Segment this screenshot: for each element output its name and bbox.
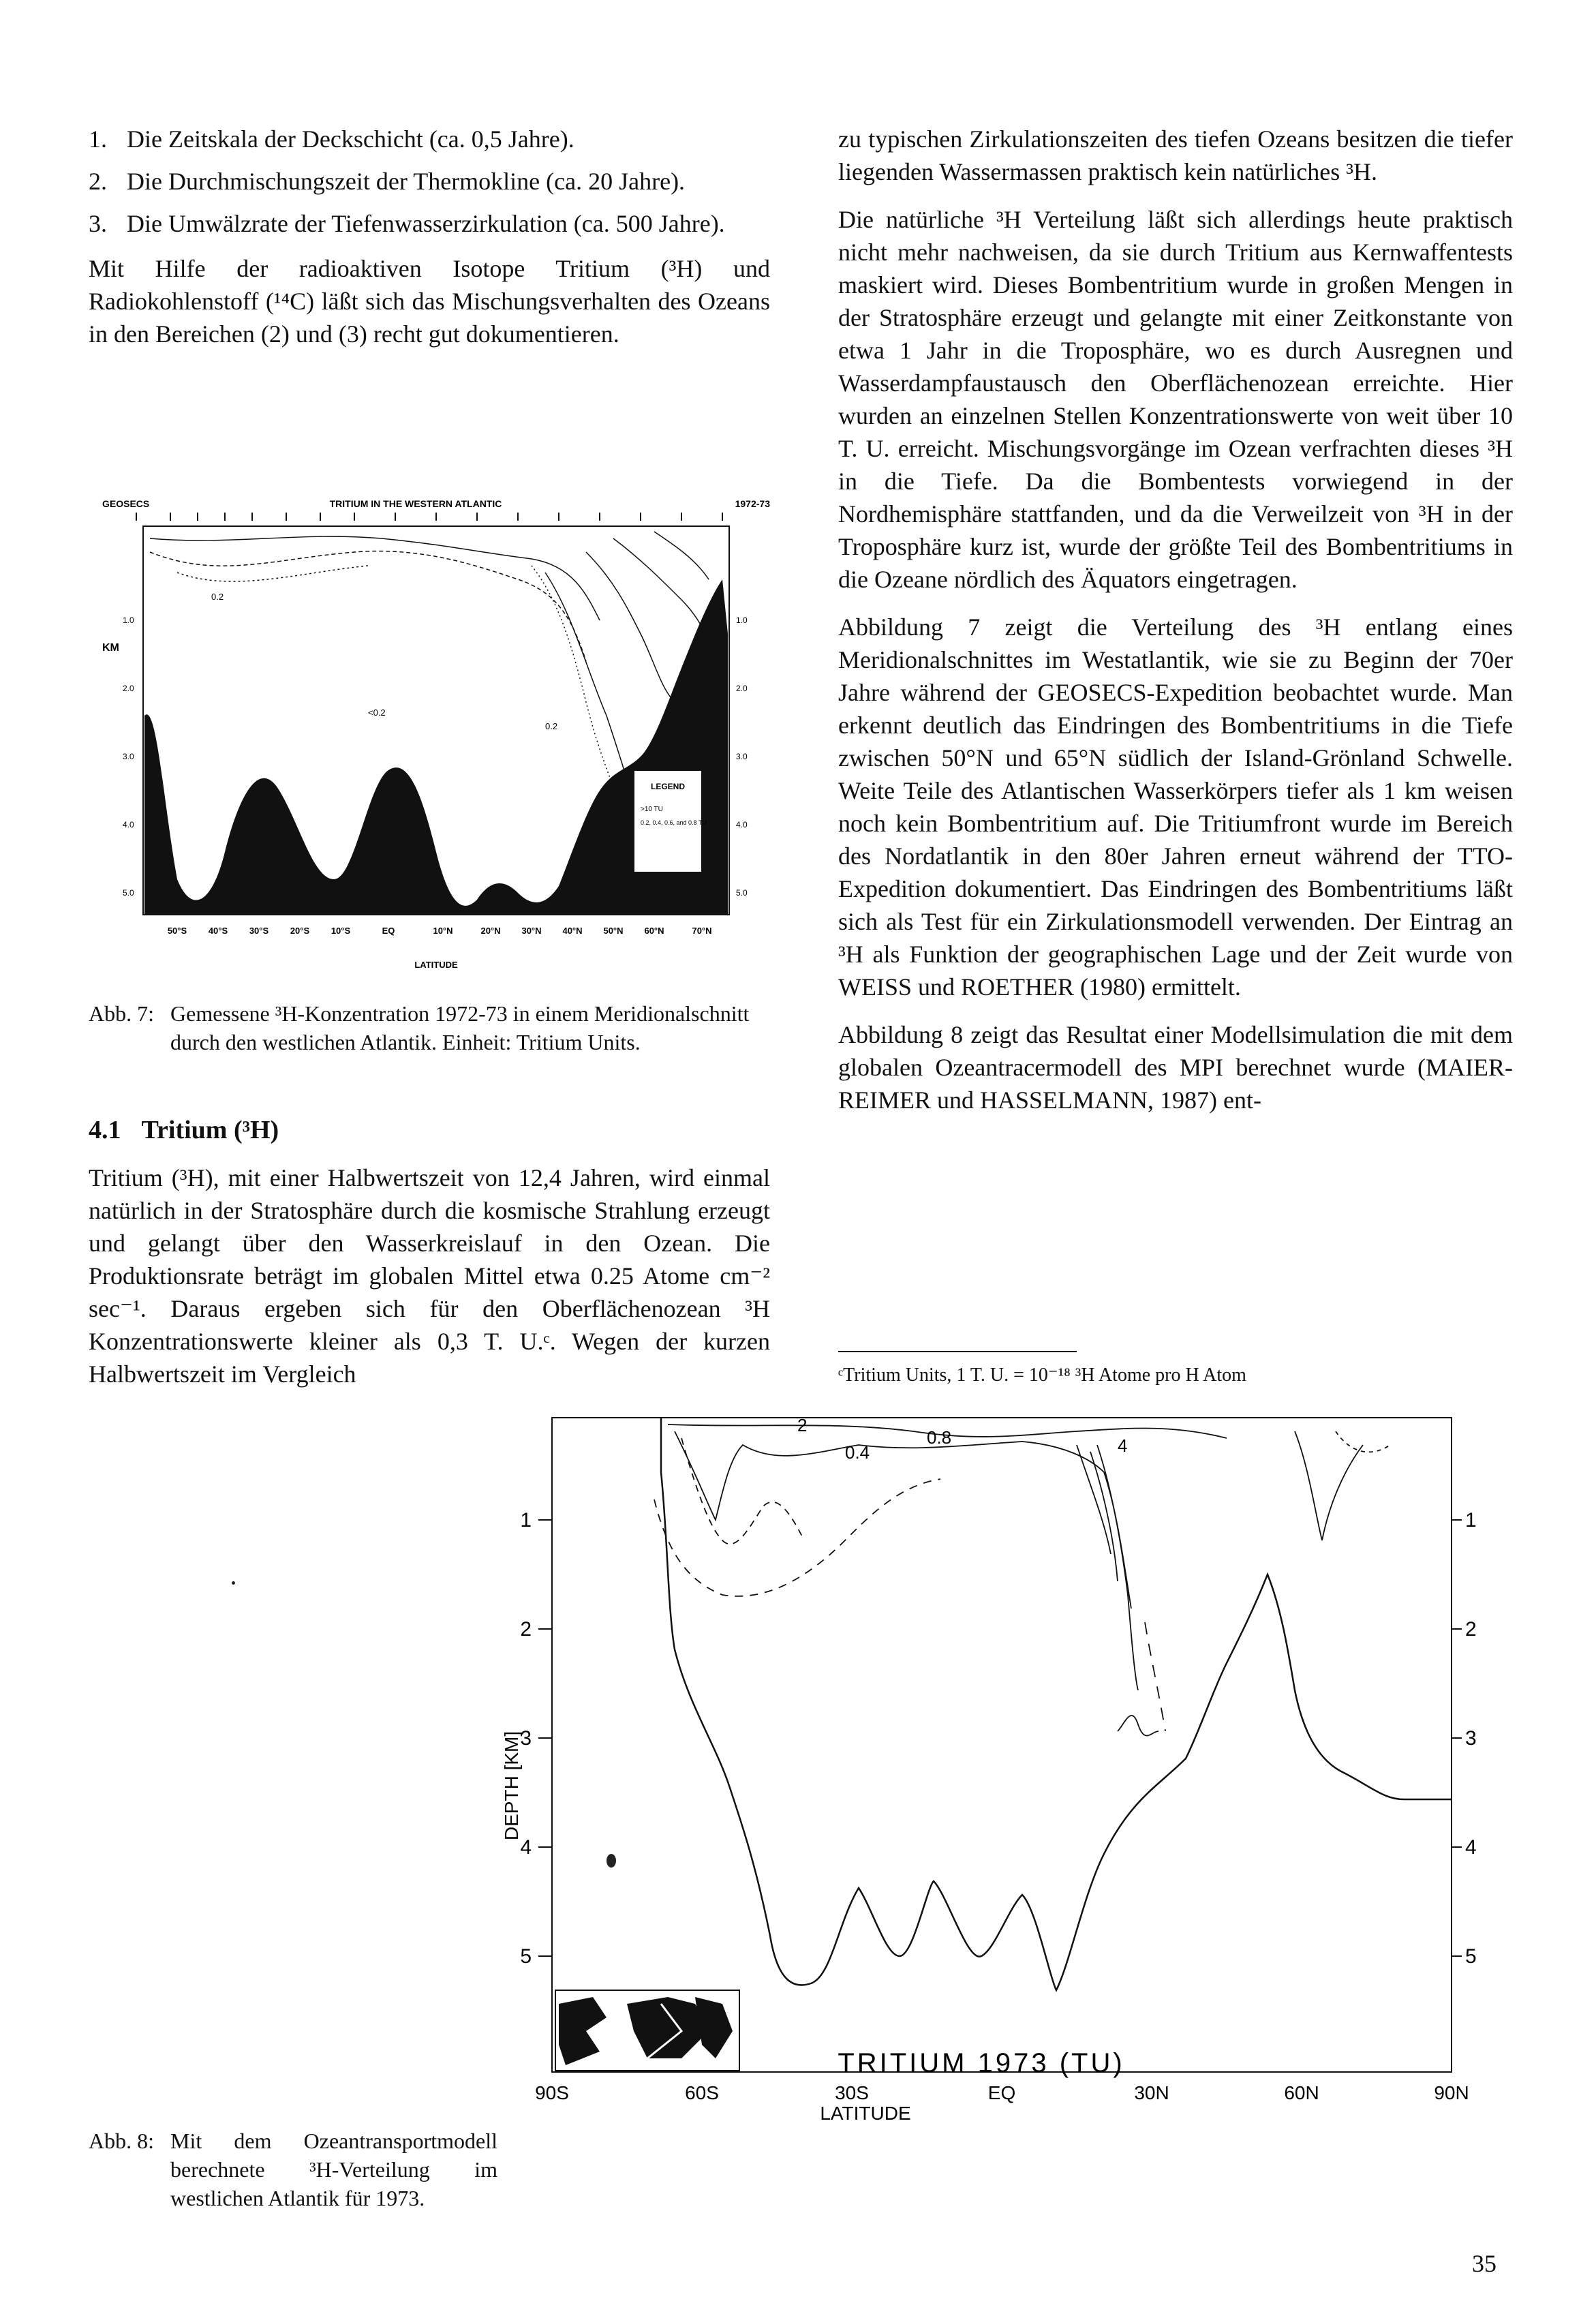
fig7-header-left: GEOSECS	[102, 498, 150, 509]
list-item: 3. Die Umwälzrate der Tiefenwasserzirkulation (ca. 500 Jahre).	[89, 210, 725, 237]
fig8-contour-label: 0.8	[927, 1427, 952, 1448]
fig7-x-tick: 10°S	[331, 926, 351, 936]
timescale-list	[89, 123, 770, 240]
figure-8-svg	[491, 1404, 1513, 2127]
fig7-x-label: LATITUDE	[414, 960, 458, 970]
caption-text: Mit dem Ozeantransportmodell berechnete ³H-Verteilung im westlichen Atlantik für 1973.	[170, 2129, 497, 2210]
left-column-top	[89, 123, 770, 365]
fig7-x-tick: 40°N	[562, 926, 583, 936]
fig7-station-ticks	[136, 513, 722, 521]
fig7-y-tick-right: 1.0	[736, 615, 748, 625]
fig8-x-label: LATITUDE	[820, 2103, 911, 2124]
fig7-x-tick: EQ	[382, 926, 395, 936]
fig8-contour-label: 2	[797, 1415, 808, 1435]
figure-8-caption	[89, 2127, 497, 2212]
right-column	[838, 123, 1513, 1131]
figure-7-caption	[89, 999, 770, 1056]
fig8-seafloor-line	[661, 1418, 1452, 1990]
fig8-x-tick: 60N	[1284, 2082, 1319, 2103]
paragraph: Abbildung 7 zeigt die Verteilung des ³H entlang eines Meridionalschnittes im Westatlantik, wie sie zu Beginn der 70er Jahre während der GEOSECS-Expedition beobachtet wurde. Man erkennt deutlich das Eindringen des Bombentritiums in die Tiefe zwischen 50°N und 65°N südlich der Island-Grönland Schwelle. Weite Teile des Atlantischen Wasserkörpers tiefer als 1 km weisen noch kein Bombentritium auf. Die Tritiumfront wurde im Bereich des Nordatlantik in den 80er Jahren erneut während der TTO-Expedition dokumentiert. Das Eindringen des Bombentritiums läßt sich als Test für ein Zirkulationsmodell verwenden. Der Eintrag an ³H als Funktion der geographischen Lage und der Zeit wurde von WEISS und ROETHER (1980) ermittelt.	[838, 613, 1513, 1001]
fig8-y-tick: 5	[520, 1945, 532, 1968]
fig8-y-tick-right: 4	[1465, 1836, 1477, 1859]
figure-7-svg	[95, 498, 777, 1002]
fig8-y-tick-right: 5	[1465, 1945, 1477, 1968]
fig8-contours	[654, 1424, 1390, 1736]
fig8-x-tick: 30N	[1134, 2082, 1169, 2103]
paragraph: Abbildung 8 zeigt das Resultat einer Modellsimulation die mit dem globalen Ozeantracermodell des MPI berechnet wurde (MAIER-REIMER und HASSELMANN, 1987) ent-	[838, 1021, 1513, 1114]
fig8-y-tick-right: 2	[1465, 1618, 1477, 1641]
fig7-legend-item: >10 TU	[641, 806, 663, 813]
fig7-x-tick: 60°N	[644, 926, 664, 936]
fig7-contour-label: 0.2	[545, 721, 558, 731]
figure-7	[95, 498, 777, 1002]
fig8-y-tick: 2	[520, 1618, 532, 1641]
fig8-tick-marks	[538, 1520, 1462, 1956]
fig8-y-tick-right: 3	[1465, 1727, 1477, 1750]
fig7-header-center: TRITIUM IN THE WESTERN ATLANTIC	[329, 498, 502, 509]
paragraph: zu typischen Zirkulationszeiten des tiefen Ozeans besitzen die tiefer liegenden Wassermassen praktisch kein natürliches ³H.	[838, 125, 1513, 185]
fig8-x-tick: EQ	[987, 2082, 1016, 2103]
page-number: 35	[1472, 2250, 1497, 2277]
fig8-contour-label: 0.4	[845, 1442, 870, 1463]
section-heading	[89, 1115, 279, 1145]
left-column-bottom	[89, 1161, 770, 1405]
fig8-y-tick: 3	[520, 1727, 532, 1750]
section-title: Tritium (³H)	[141, 1116, 279, 1144]
fig8-y-tick-right: 1	[1465, 1509, 1477, 1532]
fig8-x-tick: 60S	[685, 2082, 719, 2103]
fig7-contour-label: 0.2	[211, 592, 224, 602]
footnote-rule	[838, 1351, 1077, 1352]
list-item: 1. Die Zeitskala der Deckschicht (ca. 0,5 Jahre).	[89, 125, 574, 153]
fig7-x-tick: 20°N	[480, 926, 501, 936]
paragraph: Die natürliche ³H Verteilung läßt sich allerdings heute praktisch nicht mehr nachweisen, da sie durch Tritium aus Kernwaffentests maskiert wird. Dieses Bombentritium wurde in großen Mengen in der Stratosphäre erzeugt und gelangte mit einer Zeitkonstante von etwa 1 Jahr in die Troposphäre, wo es durch Ausregnen und Wasserdampfaustausch den Oberflächenozean erreichte. Hier wurden an einzelnen Stellen Konzentrationswerte von weit über 10 T. U. erreicht. Mischungsvorgänge im Ozean verfrachten dieses ³H in die Tiefe. Da die Bombentests vorwiegend in der Nordhemisphäre stattfanden, und da die Verweilzeit von ³H in der Troposphäre kurz ist, wurde der größte Teil des Bombentritiums in die Ozeane nördlich des Äquators eingetragen.	[838, 206, 1513, 593]
fig7-x-tick: 50°S	[167, 926, 187, 936]
fig7-y-tick-right: 2.0	[736, 684, 748, 693]
list-item: 2. Die Durchmischungszeit der Thermokline (ca. 20 Jahre).	[89, 168, 686, 195]
fig7-y-tick: 3.0	[123, 752, 134, 761]
scan-speck	[607, 1854, 616, 1868]
fig7-x-ticks	[168, 926, 712, 936]
fig7-legend-title: LEGEND	[650, 782, 686, 791]
fig7-x-tick: 20°S	[290, 926, 310, 936]
section-number: 4.1	[89, 1116, 121, 1144]
fig7-y-tick: 4.0	[123, 820, 134, 829]
fig7-x-tick: 70°N	[692, 926, 712, 936]
fig8-y-tick: 4	[520, 1836, 532, 1859]
fig7-y-tick: 2.0	[123, 684, 134, 693]
fig7-y-tick: 5.0	[123, 888, 134, 898]
fig8-y-tick: 1	[520, 1509, 532, 1532]
caption-label: Abb. 7:	[89, 1001, 154, 1026]
fig8-x-tick: 30S	[835, 2082, 869, 2103]
paragraph: Tritium (³H), mit einer Halbwertszeit von 12,4 Jahren, wird einmal natürlich in der Stratosphäre durch die kosmische Strahlung erzeugt und gelangt über den Wasserkreislauf in den Ozean. Die Produktionsrate beträgt im globalen Mittel etwa 0.25 Atome cm⁻² sec⁻¹. Daraus ergeben sich für den Oberflächenozean ³H Konzentrationswerte kleiner als 0,3 T. U.ᶜ. Wegen der kurzen Halbwertszeit im Vergleich	[89, 1164, 770, 1388]
scan-speck	[232, 1581, 235, 1585]
footnote: ᶜTritium Units, 1 T. U. = 10⁻¹⁸ ³H Atome pro H Atom	[838, 1365, 1246, 1386]
caption-text: Gemessene ³H-Konzentration 1972-73 in einem Meridionalschnitt durch den westlichen Atlantik. Einheit: Tritium Units.	[170, 1001, 750, 1054]
fig7-y-tick-right: 4.0	[736, 820, 748, 829]
figure-8	[491, 1404, 1513, 2127]
fig7-contour-label: <0.2	[368, 707, 386, 718]
fig7-y-label: KM	[102, 642, 119, 654]
fig7-y-tick: 1.0	[123, 615, 134, 625]
fig8-y-ticks-right	[1465, 1509, 1477, 1968]
fig8-title: TRITIUM 1973 (TU)	[838, 2048, 1125, 2078]
fig7-x-tick: 30°N	[521, 926, 542, 936]
fig8-y-label: DEPTH [KM]	[501, 1731, 522, 1841]
fig8-x-tick: 90S	[535, 2082, 569, 2103]
fig7-y-tick-right: 3.0	[736, 752, 748, 761]
fig7-legend-item: 0.2, 0.4, 0.6, and 0.8 TU	[641, 819, 707, 826]
paragraph: Mit Hilfe der radioaktiven Isotope Tritium (³H) und Radiokohlenstoff (¹⁴C) läßt sich das Mischungsverhalten des Ozeans in den Bereichen (2) und (3) recht gut dokumentieren.	[89, 255, 770, 348]
fig7-x-tick: 50°N	[603, 926, 624, 936]
fig7-x-tick: 30°S	[249, 926, 269, 936]
fig7-x-tick: 10°N	[433, 926, 453, 936]
fig7-x-tick: 40°S	[208, 926, 228, 936]
fig7-y-tick-right: 5.0	[736, 888, 748, 898]
caption-label: Abb. 8:	[89, 2129, 154, 2153]
fig8-x-tick: 90N	[1434, 2082, 1469, 2103]
fig8-contour-label: 4	[1118, 1435, 1128, 1456]
fig8-x-ticks	[535, 2082, 1469, 2103]
fig7-header-right: 1972-73	[735, 498, 770, 509]
